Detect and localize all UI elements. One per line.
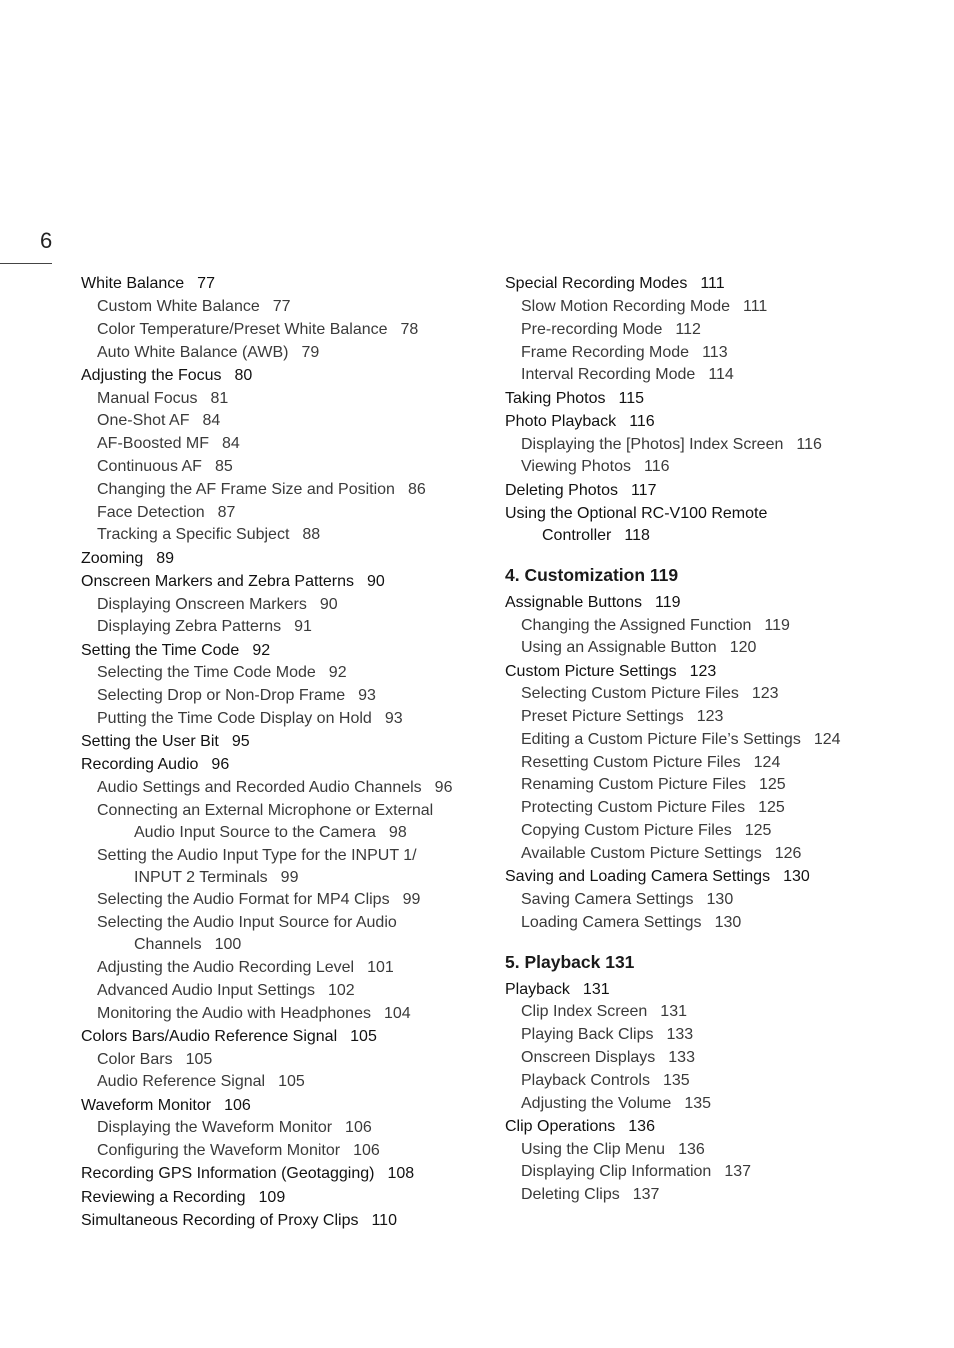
toc-entry-title: Onscreen Displays xyxy=(521,1049,656,1067)
toc-entry-title: Displaying Onscreen Markers xyxy=(97,595,307,613)
toc-entry-title: Saving Camera Settings xyxy=(521,890,694,908)
toc-subsection-entry[interactable] xyxy=(505,683,925,705)
toc-subsection-entry[interactable] xyxy=(505,843,925,865)
toc-page-number: 84 xyxy=(222,435,240,453)
toc-entry-title-continued xyxy=(97,822,481,844)
toc-subsection-entry[interactable] xyxy=(505,637,925,659)
toc-section-entry[interactable] xyxy=(505,480,925,502)
toc-entry-title: Loading Camera Settings xyxy=(521,913,702,931)
toc-subsection-entry[interactable] xyxy=(505,729,925,751)
toc-page-number: 111 xyxy=(700,275,725,293)
toc-subsection-entry[interactable] xyxy=(505,1161,925,1183)
toc-entry-title: Displaying Clip Information xyxy=(521,1163,712,1181)
toc-entry-title: Zooming xyxy=(81,549,144,567)
toc-page-number: 117 xyxy=(630,481,657,499)
toc-entry-title: Renaming Custom Picture Files xyxy=(521,776,746,794)
toc-entry-title: Audio Reference Signal xyxy=(97,1073,266,1091)
toc-page-number: 106 xyxy=(224,1096,251,1114)
toc-subsection-entry[interactable] xyxy=(505,364,925,386)
toc-page-number: 124 xyxy=(753,753,781,771)
toc-entry-title: Deleting Photos xyxy=(505,481,618,499)
toc-page-number: 116 xyxy=(644,458,670,476)
toc-subsection-entry[interactable] xyxy=(81,616,481,638)
toc-entry-title: Copying Custom Picture Files xyxy=(521,822,732,840)
toc-subsection-entry[interactable] xyxy=(81,342,481,364)
toc-entry-title: Face Detection xyxy=(97,503,205,521)
toc-entry-title-continued-text: Audio Input Source to the Camera xyxy=(134,823,376,841)
toc-section-entry[interactable] xyxy=(505,1116,925,1138)
toc-page-number: 85 xyxy=(214,457,233,475)
toc-subsection-entry[interactable] xyxy=(505,615,925,637)
toc-page-number: 118 xyxy=(624,526,650,544)
toc-subsection-entry[interactable] xyxy=(505,1184,925,1206)
toc-entry-title: White Balance xyxy=(81,275,185,293)
toc-subsection-entry[interactable] xyxy=(81,433,481,455)
toc-entry-title: Custom Picture Settings xyxy=(505,662,677,680)
toc-page-number: 86 xyxy=(407,480,426,498)
toc-subsection-entry[interactable] xyxy=(81,1117,481,1139)
toc-entry-title: Simultaneous Recording of Proxy Clips xyxy=(81,1211,359,1229)
toc-page-number: 80 xyxy=(234,366,253,384)
toc-page-number: 106 xyxy=(353,1142,380,1160)
toc-section-entry[interactable] xyxy=(81,1163,481,1185)
toc-page-number: 105 xyxy=(278,1073,305,1091)
toc-subsection-entry[interactable] xyxy=(81,502,481,524)
toc-page-number: 96 xyxy=(434,779,453,797)
toc-subsection-entry[interactable] xyxy=(81,1071,481,1093)
toc-page-number: 136 xyxy=(678,1140,705,1158)
toc-page-number: 119 xyxy=(654,593,681,611)
toc-page-number: 92 xyxy=(328,664,347,682)
toc-entry-title: Continuous AF xyxy=(97,457,202,475)
toc-subsection-entry[interactable] xyxy=(81,479,481,501)
toc-entry-title: Advanced Audio Input Settings xyxy=(97,981,315,999)
toc-entry-title: Interval Recording Mode xyxy=(521,366,696,384)
toc-entry-title: Photo Playback xyxy=(505,412,617,430)
toc-page-number: 108 xyxy=(387,1165,415,1183)
toc-entry-title: Saving and Loading Camera Settings xyxy=(505,868,771,886)
toc-entry-title: Pre-recording Mode xyxy=(521,320,663,338)
toc-entry-title: Frame Recording Mode xyxy=(521,343,690,361)
toc-subsection-entry[interactable] xyxy=(81,524,481,546)
toc-subsection-entry[interactable] xyxy=(505,1093,925,1115)
toc-entry-title: Selecting the Time Code Mode xyxy=(97,664,316,682)
toc-subsection-entry[interactable] xyxy=(81,410,481,432)
toc-entry-title: Viewing Photos xyxy=(521,458,631,476)
toc-page-number: 130 xyxy=(706,890,734,908)
toc-entry-title: Custom White Balance xyxy=(97,297,260,315)
toc-section-entry[interactable] xyxy=(81,1187,481,1209)
toc-page-number: 101 xyxy=(367,959,394,977)
toc-section-entry[interactable] xyxy=(505,866,925,888)
toc-subsection-entry[interactable] xyxy=(505,797,925,819)
toc-section-entry[interactable] xyxy=(81,273,481,295)
toc-page-number: 99 xyxy=(402,891,421,909)
toc-page-number: 123 xyxy=(751,685,779,703)
toc-subsection-entry[interactable] xyxy=(81,845,481,889)
toc-page-number: 114 xyxy=(708,366,734,384)
toc-section-entry[interactable] xyxy=(505,388,925,410)
toc-chapter-heading[interactable]: 4. Customization 119 xyxy=(505,564,679,585)
toc-page-number: 130 xyxy=(714,913,742,931)
toc-page-number: 106 xyxy=(345,1119,372,1137)
toc-subsection-entry[interactable] xyxy=(81,980,481,1002)
toc-subsection-entry[interactable] xyxy=(81,1003,481,1025)
toc-entry-title: Protecting Custom Picture Files xyxy=(521,799,746,817)
toc-page-number: 120 xyxy=(729,639,757,657)
toc-subsection-entry[interactable] xyxy=(81,957,481,979)
toc-page-number: 98 xyxy=(388,823,407,841)
toc-section-entry[interactable] xyxy=(505,661,925,683)
toc-subsection-entry[interactable] xyxy=(505,434,925,456)
toc-entry-title: Recording Audio xyxy=(81,756,199,774)
toc-subsection-entry[interactable] xyxy=(81,1140,481,1162)
toc-subsection-entry[interactable] xyxy=(81,388,481,410)
toc-entry-title: Playing Back Clips xyxy=(521,1026,654,1044)
toc-page-number: 111 xyxy=(743,297,768,315)
toc-section-entry[interactable] xyxy=(81,731,481,753)
toc-subsection-entry[interactable] xyxy=(505,1139,925,1161)
toc-entry-title: AF-Boosted MF xyxy=(97,435,210,453)
toc-page-number: 105 xyxy=(185,1050,213,1068)
toc-entry-title: Adjusting the Audio Recording Level xyxy=(97,959,355,977)
toc-entry-title: Connecting an External Microphone or External xyxy=(97,801,434,819)
toc-subsection-entry[interactable] xyxy=(81,456,481,478)
toc-entry-title: Taking Photos xyxy=(505,389,606,407)
toc-page-number: 125 xyxy=(744,822,772,840)
page-number-rule xyxy=(0,263,52,264)
toc-subsection-entry[interactable] xyxy=(81,800,481,844)
toc-page-number: 112 xyxy=(675,320,701,338)
toc-entry-title: Waveform Monitor xyxy=(81,1096,212,1114)
toc-subsection-entry[interactable] xyxy=(505,456,925,478)
toc-page-number: 93 xyxy=(384,709,403,727)
toc-entry-title: Clip Index Screen xyxy=(521,1003,648,1021)
toc-subsection-entry[interactable] xyxy=(505,296,925,318)
toc-page-number: 123 xyxy=(689,662,717,680)
toc-page-number: 91 xyxy=(294,618,312,636)
toc-entry-title: Setting the Time Code xyxy=(81,641,240,659)
toc-entry-title: Playback xyxy=(505,980,570,998)
toc-page-number: 135 xyxy=(684,1094,712,1112)
toc-subsection-entry[interactable] xyxy=(81,319,481,341)
toc-subsection-entry[interactable] xyxy=(505,752,925,774)
toc-entry-title: Colors Bars/Audio Reference Signal xyxy=(81,1027,338,1045)
toc-page-number: 99 xyxy=(280,868,299,886)
toc-entry-title: Setting the User Bit xyxy=(81,733,219,751)
toc-page-number: 113 xyxy=(702,343,728,361)
toc-entry-title: Reviewing a Recording xyxy=(81,1188,246,1206)
toc-entry-title: Using the Clip Menu xyxy=(521,1140,666,1158)
toc-subsection-entry[interactable] xyxy=(505,706,925,728)
toc-section-entry[interactable] xyxy=(81,1095,481,1117)
toc-entry-title: Adjusting the Volume xyxy=(521,1094,672,1112)
toc-page-number: 90 xyxy=(319,595,338,613)
toc-subsection-entry[interactable] xyxy=(81,296,481,318)
toc-entry-title: Monitoring the Audio with Headphones xyxy=(97,1004,371,1022)
toc-section-entry[interactable] xyxy=(81,571,481,593)
toc-subsection-entry[interactable] xyxy=(505,1024,925,1046)
toc-entry-title-continued-text: Channels xyxy=(134,936,202,954)
toc-entry-title: Editing a Custom Picture File’s Settings xyxy=(521,730,801,748)
toc-page-number: 131 xyxy=(660,1003,687,1021)
toc-section-entry[interactable] xyxy=(81,754,481,776)
toc-page-number: 104 xyxy=(383,1004,411,1022)
toc-page-number: 87 xyxy=(217,503,236,521)
toc-entry-title: Selecting Drop or Non-Drop Frame xyxy=(97,687,346,705)
toc-page-number: 133 xyxy=(666,1026,694,1044)
toc-entry-title: One-Shot AF xyxy=(97,412,190,430)
toc-entry-title: Assignable Buttons xyxy=(505,593,642,611)
toc-entry-title: Recording GPS Information (Geotagging) xyxy=(81,1165,375,1183)
toc-page-number: 84 xyxy=(202,412,221,430)
toc-subsection-entry[interactable] xyxy=(81,708,481,730)
toc-page-number: 130 xyxy=(783,868,810,886)
toc-left-column xyxy=(81,272,481,1232)
toc-page-number: 88 xyxy=(302,526,321,544)
toc-entry-title: Setting the Audio Input Type for the INPUT 1/ xyxy=(97,846,417,864)
toc-page-number: 133 xyxy=(668,1049,695,1067)
toc-section-entry[interactable] xyxy=(505,411,925,433)
toc-entry-title: Using an Assignable Button xyxy=(521,639,717,657)
page-number: 6 xyxy=(40,228,53,253)
toc-page-number: 125 xyxy=(758,799,785,817)
toc-entry-title: Preset Picture Settings xyxy=(521,708,684,726)
toc-page-number: 135 xyxy=(662,1071,690,1089)
toc-subsection-entry[interactable] xyxy=(81,594,481,616)
toc-entry-title: Slow Motion Recording Mode xyxy=(521,297,730,315)
toc-entry-title: Color Temperature/Preset White Balance xyxy=(97,320,388,338)
toc-entry-title: Displaying the Waveform Monitor xyxy=(97,1119,333,1137)
toc-page-number: 93 xyxy=(358,687,376,705)
toc-section-entry[interactable] xyxy=(505,503,925,547)
toc-entry-title-continued-text: INPUT 2 Terminals xyxy=(134,868,268,886)
toc-section-entry[interactable] xyxy=(81,640,481,662)
toc-page-number: 81 xyxy=(210,389,229,407)
toc-entry-title: Displaying Zebra Patterns xyxy=(97,618,282,636)
toc-section-entry[interactable] xyxy=(81,1026,481,1048)
toc-page-number: 90 xyxy=(367,572,385,590)
toc-page-number: 95 xyxy=(231,733,250,751)
toc-page-number: 109 xyxy=(258,1188,286,1206)
toc-section-entry[interactable] xyxy=(505,979,925,1001)
toc-subsection-entry[interactable] xyxy=(81,662,481,684)
toc-entry-title: Changing the AF Frame Size and Position xyxy=(97,480,395,498)
toc-page-number: 89 xyxy=(156,549,175,567)
toc-subsection-entry[interactable] xyxy=(505,820,925,842)
toc-entry-title: Manual Focus xyxy=(97,389,198,407)
toc-page-number: 77 xyxy=(197,275,215,293)
toc-entry-title: Audio Settings and Recorded Audio Channels xyxy=(97,779,422,797)
toc-page-number: 100 xyxy=(214,936,242,954)
toc-entry-title-continued xyxy=(97,934,481,956)
toc-entry-title: Selecting the Audio Format for MP4 Clips xyxy=(97,891,390,909)
toc-page-number: 78 xyxy=(400,320,419,338)
toc-entry-title: Deleting Clips xyxy=(521,1186,620,1204)
toc-subsection-entry[interactable] xyxy=(81,777,481,799)
toc-entry-title: Onscreen Markers and Zebra Patterns xyxy=(81,572,355,590)
toc-page-number: 102 xyxy=(327,981,355,999)
toc-section-entry[interactable] xyxy=(505,273,925,295)
toc-entry-title-continued xyxy=(97,867,481,889)
toc-page-number: 119 xyxy=(764,616,790,634)
toc-page-number: 79 xyxy=(301,343,320,361)
toc-page-number: 77 xyxy=(272,297,291,315)
toc-entry-title: Configuring the Waveform Monitor xyxy=(97,1142,341,1160)
toc-page-number: 116 xyxy=(796,435,822,453)
toc-page-number: 92 xyxy=(252,641,271,659)
toc-right-column xyxy=(505,272,925,1206)
toc-entry-title: Changing the Assigned Function xyxy=(521,616,752,634)
toc-entry-title: Displaying the [Photos] Index Screen xyxy=(521,435,784,453)
toc-entry-title: Resetting Custom Picture Files xyxy=(521,753,741,771)
toc-subsection-entry[interactable] xyxy=(505,889,925,911)
toc-page-number: 137 xyxy=(632,1186,660,1204)
toc-page-number: 137 xyxy=(724,1163,752,1181)
toc-section-entry[interactable] xyxy=(81,548,481,570)
toc-subsection-entry[interactable] xyxy=(505,1047,925,1069)
toc-section-entry[interactable] xyxy=(81,1210,481,1232)
toc-page-number: 126 xyxy=(774,844,802,862)
toc-section-entry[interactable] xyxy=(505,592,925,614)
toc-section-entry[interactable] xyxy=(81,365,481,387)
toc-entry-title: Adjusting the Focus xyxy=(81,366,222,384)
toc-entry-title: Using the Optional RC-V100 Remote xyxy=(505,504,768,522)
toc-entry-title: Playback Controls xyxy=(521,1071,650,1089)
toc-entry-title: Tracking a Specific Subject xyxy=(97,526,290,544)
toc-entry-title-continued xyxy=(505,525,925,547)
toc-subsection-entry[interactable] xyxy=(505,1001,925,1023)
toc-page-number: 125 xyxy=(758,776,786,794)
toc-subsection-entry[interactable] xyxy=(81,1049,481,1071)
toc-page-number: 136 xyxy=(628,1117,655,1135)
toc-entry-title: Available Custom Picture Settings xyxy=(521,844,762,862)
toc-subsection-entry[interactable] xyxy=(81,912,481,956)
toc-page-number: 96 xyxy=(211,756,230,774)
toc-page-number: 124 xyxy=(813,730,841,748)
toc-subsection-entry[interactable] xyxy=(81,685,481,707)
toc-subsection-entry[interactable] xyxy=(81,889,481,911)
toc-subsection-entry[interactable] xyxy=(505,912,925,934)
toc-page-number: 115 xyxy=(618,389,645,407)
toc-page-number: 105 xyxy=(350,1027,377,1045)
toc-entry-title: Putting the Time Code Display on Hold xyxy=(97,709,372,727)
toc-entry-title: Selecting Custom Picture Files xyxy=(521,685,739,703)
toc-subsection-entry[interactable] xyxy=(505,319,925,341)
toc-entry-title: Clip Operations xyxy=(505,1117,616,1135)
toc-entry-title: Selecting the Audio Input Source for Audio xyxy=(97,914,397,932)
toc-page-number: 123 xyxy=(696,708,724,726)
toc-entry-title: Color Bars xyxy=(97,1050,173,1068)
toc-subsection-entry[interactable] xyxy=(505,342,925,364)
toc-entry-title-continued-text: Controller xyxy=(542,526,612,544)
toc-subsection-entry[interactable] xyxy=(505,774,925,796)
toc-chapter-heading[interactable]: 5. Playback 131 xyxy=(505,951,635,972)
toc-entry-title: Auto White Balance (AWB) xyxy=(97,343,289,361)
toc-page-number: 116 xyxy=(629,412,655,430)
toc-page-number: 110 xyxy=(371,1211,397,1229)
toc-subsection-entry[interactable] xyxy=(505,1070,925,1092)
toc-entry-title: Special Recording Modes xyxy=(505,275,688,293)
toc-page-number: 131 xyxy=(582,980,610,998)
